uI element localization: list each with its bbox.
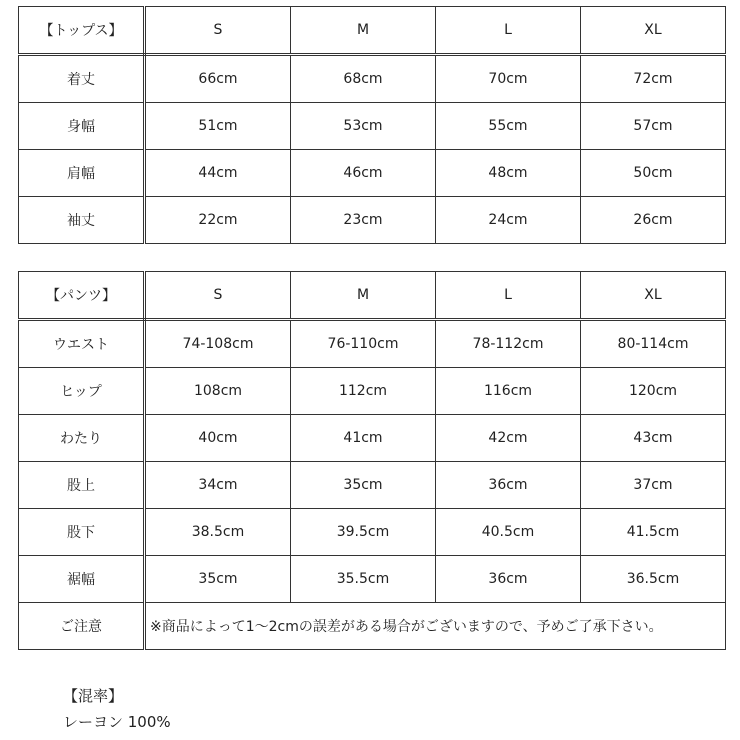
cell-value: 46cm bbox=[291, 150, 436, 197]
cell-value: 112cm bbox=[291, 368, 436, 415]
row-label: 股下 bbox=[19, 509, 145, 556]
tops-size-s: S bbox=[145, 7, 291, 55]
cell-value: 42cm bbox=[436, 415, 581, 462]
cell-value: 22cm bbox=[145, 197, 291, 244]
composition-text: レーヨン 100% bbox=[63, 713, 171, 731]
cell-value: 41.5cm bbox=[581, 509, 726, 556]
cell-value: 68cm bbox=[291, 55, 436, 103]
cell-value: 26cm bbox=[581, 197, 726, 244]
pants-size-xl: XL bbox=[581, 272, 726, 320]
cell-value: 53cm bbox=[291, 103, 436, 150]
cell-value: 41cm bbox=[291, 415, 436, 462]
cell-value: 35.5cm bbox=[291, 556, 436, 603]
cell-value: 120cm bbox=[581, 368, 726, 415]
cell-value: 39.5cm bbox=[291, 509, 436, 556]
tops-size-table bbox=[18, 6, 726, 244]
row-label: 股上 bbox=[19, 462, 145, 509]
cell-value: 36.5cm bbox=[581, 556, 726, 603]
cell-value: 78-112cm bbox=[436, 320, 581, 368]
cell-value: 34cm bbox=[145, 462, 291, 509]
cell-value: 36cm bbox=[436, 462, 581, 509]
cell-value: 35cm bbox=[145, 556, 291, 603]
cell-value: 37cm bbox=[581, 462, 726, 509]
cell-value: 74-108cm bbox=[145, 320, 291, 368]
tops-table-title: 【トップス】 bbox=[19, 7, 145, 55]
cell-value: 44cm bbox=[145, 150, 291, 197]
row-label: わたり bbox=[19, 415, 145, 462]
row-label: 袖丈 bbox=[19, 197, 145, 244]
cell-value: 51cm bbox=[145, 103, 291, 150]
pants-table-title: 【パンツ】 bbox=[19, 272, 145, 320]
composition-section bbox=[63, 683, 171, 735]
pants-header-row bbox=[19, 272, 726, 320]
table-row bbox=[19, 556, 726, 603]
tops-size-m: M bbox=[291, 7, 436, 55]
cell-value: 35cm bbox=[291, 462, 436, 509]
cell-value: 66cm bbox=[145, 55, 291, 103]
cell-value: 116cm bbox=[436, 368, 581, 415]
cell-value: 80-114cm bbox=[581, 320, 726, 368]
note-row bbox=[19, 603, 726, 650]
row-label: ウエスト bbox=[19, 320, 145, 368]
note-label: ご注意 bbox=[19, 603, 145, 650]
table-row bbox=[19, 509, 726, 556]
pants-size-l: L bbox=[436, 272, 581, 320]
note-text: ※商品によって1～2cmの誤差がある場合がございますので、予めご了承下さい。 bbox=[145, 603, 726, 650]
tops-size-l: L bbox=[436, 7, 581, 55]
table-row bbox=[19, 197, 726, 244]
row-label: 肩幅 bbox=[19, 150, 145, 197]
cell-value: 108cm bbox=[145, 368, 291, 415]
table-row bbox=[19, 103, 726, 150]
cell-value: 50cm bbox=[581, 150, 726, 197]
table-row bbox=[19, 150, 726, 197]
cell-value: 70cm bbox=[436, 55, 581, 103]
cell-value: 24cm bbox=[436, 197, 581, 244]
row-label: 身幅 bbox=[19, 103, 145, 150]
tops-size-xl: XL bbox=[581, 7, 726, 55]
cell-value: 36cm bbox=[436, 556, 581, 603]
cell-value: 55cm bbox=[436, 103, 581, 150]
tops-header-row bbox=[19, 7, 726, 55]
cell-value: 23cm bbox=[291, 197, 436, 244]
cell-value: 72cm bbox=[581, 55, 726, 103]
pants-size-m: M bbox=[291, 272, 436, 320]
row-label: ヒップ bbox=[19, 368, 145, 415]
table-row bbox=[19, 462, 726, 509]
cell-value: 38.5cm bbox=[145, 509, 291, 556]
table-row bbox=[19, 320, 726, 368]
cell-value: 40.5cm bbox=[436, 509, 581, 556]
pants-size-s: S bbox=[145, 272, 291, 320]
table-row bbox=[19, 55, 726, 103]
composition-heading: 【混率】 bbox=[63, 687, 124, 705]
row-label: 裾幅 bbox=[19, 556, 145, 603]
row-label: 着丈 bbox=[19, 55, 145, 103]
cell-value: 43cm bbox=[581, 415, 726, 462]
cell-value: 48cm bbox=[436, 150, 581, 197]
cell-value: 40cm bbox=[145, 415, 291, 462]
table-row bbox=[19, 368, 726, 415]
table-row bbox=[19, 415, 726, 462]
pants-size-table bbox=[18, 271, 726, 650]
cell-value: 76-110cm bbox=[291, 320, 436, 368]
cell-value: 57cm bbox=[581, 103, 726, 150]
